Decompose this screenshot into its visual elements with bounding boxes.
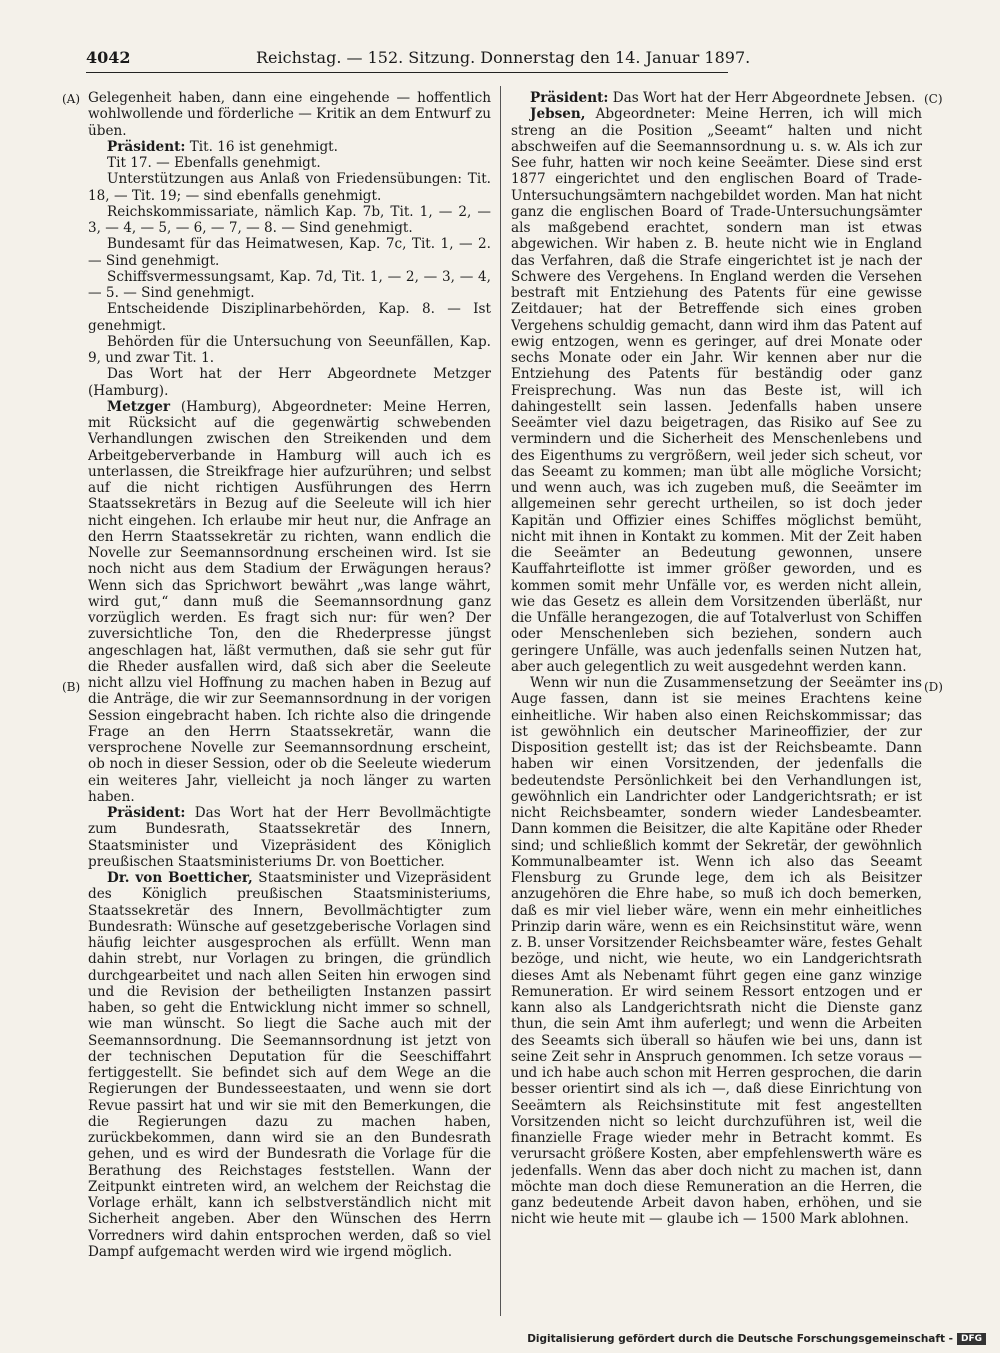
page-number: 4042 (86, 48, 131, 67)
paragraph-text: Das Wort hat der Herr Bevollmächtigte zum Bundesrath, Staatssekretär des Innern, Staatsminister und Vizepräsident des Königlich preußischen Staatsministeriums Dr. von Boetticher. (88, 805, 491, 870)
paragraph (88, 139, 491, 155)
paragraph (88, 90, 491, 139)
column-divider (500, 86, 501, 1316)
running-title: Reichstag. — 152. Sitzung. Donnerstag den 14. Januar 1897. (256, 48, 751, 67)
paragraph (88, 171, 491, 204)
paragraph (88, 399, 491, 805)
paragraph-text: (Hamburg), Abgeordneter: Meine Herren, mit Rücksicht auf die gegenwärtig schwebenden Verhandlungen zwischen den Streikenden und dem Arbeitgeberverbande in Hamburg will auch ich es unterlassen, die Streikfrage hier aufzurühren; und selbst auf die nicht richtigen Ausführungen des Herrn Staatssekretärs in Bezug auf die Seeleute will ich hier nicht eingehen. Ich erlaube mir heut nur, die Anfrage an den Herrn Staatssekretär zu richten, wann endlich die Novelle zur Seemannsordnung erscheinen wird. Ist sie noch nicht aus dem Stadium der Erwägungen heraus? Wenn sich das Sprichwort bewährt „was lange währt, wird gut,“ dann muß die Seemannsordnung ganz vorzüglich werden. Es fragt sich nur: für wen? Der zuversichtliche Ton, den die Rhederpresse jüngst angeschlagen hat, läßt vermuthen, daß sie sehr gut für die Rheder ausfallen wird, daß sich aber die Seeleute nicht allzu viel Hoffnung zu machen haben in Bezug auf die Anträge, die wir zur Seemannsordnung in der vorigen Session eingebracht haben. Ich richte also die dringende Frage an den Herrn Staatssekretär, wann die versprochene Novelle zur Seemannsordnung erscheint, ob noch in dieser Session, oder ob die Seeleute wiederum ein weiteres Jahr, vielleicht ja noch länger zu warten haben. (88, 398, 491, 805)
paragraph-text: Das Wort hat der Herr Abgeordnete Jebsen. (608, 90, 916, 106)
paragraph (88, 204, 491, 237)
footer-text: Digitalisierung gefördert durch die Deutsche Forschungsgemeinschaft - (527, 1333, 953, 1345)
speaker-name: Jebsen, (530, 106, 586, 123)
paragraph-text: Schiffsvermessungsamt, Kap. 7d, Tit. 1, — 2, — 3, — 4, — 5. — Sind genehmigt. (88, 268, 491, 301)
paragraph-text: Behörden für die Untersuchung von Seeunfällen, Kap. 9, und zwar Tit. 1. (88, 333, 491, 366)
paragraph (511, 90, 922, 106)
paragraph-text: Reichskommissariate, nämlich Kap. 7b, Tit. 1, — 2, — 3, — 4, — 5, — 6, — 7, — 8. — Sind genehmigt. (88, 203, 491, 236)
paragraph (511, 675, 922, 1228)
left-column (88, 90, 491, 1315)
paragraph-text: Gelegenheit haben, dann eine eingehende — hoffentlich wohlwollende und förderliche — Kritik an dem Entwurf zu üben. (88, 90, 491, 139)
speaker-name: Präsident: (107, 138, 186, 155)
paragraph (88, 805, 491, 870)
paragraph (88, 334, 491, 367)
paragraph-text: Tit. 16 ist genehmigt. (185, 138, 338, 155)
paragraph-text: Entscheidende Disziplinarbehörden, Kap. 8. — Ist genehmigt. (88, 301, 491, 334)
paragraph (88, 236, 491, 269)
paragraph-text: Abgeordneter: Meine Herren, ich will mich streng an die Position „Seeamt“ halten und nicht abschweifen auf die Seemannsordnung u. s. w. Als ich zur See fuhr, hatten wir noch keine Seeämter. Diese sind erst 1877 eingerichtet und den englischen Board of Trade-Untersuchungsämtern nachgebildet worden. Man hat nicht ganz die englischen Board of Trade-Untersuchungsämter als maßgebend erachtet, sondern man ist etwas abgewichen. Wir haben z. B. heute nicht wie in England das Verfahren, daß die Strafe eingerichtet ist je nach der Schwere des Vergehens. In England werden die Versehen bestraft mit Entziehung des Patents für eine gewisse Zeitdauer; hat der Betreffende sich eines groben Vergehens schuldig gemacht, dann wird ihm das Patent auf ewig entzogen, wenn es geringer, auf drei Monate oder sechs Monate oder ein Jahr. Wir kennen aber nur die Entziehung des Patents für beständig oder ganz Freisprechung. Was nun das Beste ist, will ich dahingestellt sein lassen. Jedenfalls haben unsere Seeämter viel dazu beigetragen, das Risiko auf See zu vermindern und die Sicherheit des Menschenlebens und des Eigenthums zu vergrößern, weil jeder sich scheut, vor das Seeamt zu kommen; man übt alle mögliche Vorsicht; und wenn auch, was ich zugeben muß, die Seeämter im allgemeinen sehr gerecht urtheilen, so ist doch jeder Kapitän und Offizier eines Schiffes möglichst bemüht, nicht mit ihnen in Kontakt zu kommen. Mit der Zeit haben die Seeämter an Bedeutung gewonnen, unsere Kauffahrteiflotte ist immer größer geworden, und es kommen somit mehr Unfälle vor, es werden nicht allein, wie das Gesetz es allein dem Vorsitzenden überläßt, nur die Unfälle herangezogen, die auf Totalverlust von Schiffen oder Menschenleben sich beziehen, sondern auch geringere Unfälle, was auch jedenfalls seinen Nutzen hat, aber auch gelegentlich zu weit ausgedehnt werden kann. (511, 106, 922, 675)
paragraph (88, 301, 491, 334)
speaker-name: Präsident: (530, 90, 609, 106)
margin-mark-a: (A) (62, 92, 81, 106)
speaker-name: Metzger (107, 398, 171, 415)
margin-mark-d: (D) (924, 680, 943, 694)
paragraph-text: Staatsminister und Vizepräsident des Königlich preußischen Staatsministeriums, Staatssekretär des Innern, Bevollmächtigter zum Bundesrath: Wünsche auf gesetzgeberische Vorlagen sind häufig leichter ausgesprochen als erfüllt. Wenn man dahin strebt, nur Vorlagen zu bringen, die gründlich durchgearbeitet und nach allen Seiten hin erwogen sind und die Revision der betheiligten Instanzen passirt haben, so geht die Entwicklung nicht immer so schnell, wie man wünscht. So liegt die Sache auch mit der Seemannsordnung. Die Seemannsordnung ist jetzt von der technischen Deputation für die Seeschiffahrt fertiggestellt. Sie befindet sich auf dem Wege an die Regierungen der Bundesseestaaten, und wenn sie dort Revue passirt hat und wir sie mit den Bemerkungen, die die Regierungen dazu zu machen haben, zurückbekommen, dann wird sie an den Bundesrath gehen, und es wird der Bundesrath die Vorlage für die Berathung des Reichstages feststellen. Wann der Zeitpunkt eintreten wird, an welchem der Reichstag die Vorlage erhält, kann ich selbstverständlich nicht mit Sicherheit angeben. Aber den Wünschen des Herrn Vorredners wird dahin entsprochen werden, daß so viel Dampf aufgemacht werden wird wie irgend möglich. (88, 870, 491, 1260)
paragraph (88, 870, 491, 1260)
margin-mark-b: (B) (62, 680, 81, 694)
paragraph-text: Tit 17. — Ebenfalls genehmigt. (107, 155, 321, 171)
paragraph-text: Unterstützungen aus Anlaß von Friedensübungen: Tit. 18, — Tit. 19; — sind ebenfalls genehmigt. (88, 171, 491, 204)
dfg-logo: DFG (957, 1333, 986, 1345)
paragraph (88, 366, 491, 399)
paragraph-text: Bundesamt für das Heimatwesen, Kap. 7c, Tit. 1, — 2. — Sind genehmigt. (88, 236, 491, 269)
right-column (511, 90, 922, 1315)
speaker-name: Dr. von Boetticher, (107, 870, 253, 886)
paragraph (511, 106, 922, 675)
margin-mark-c: (C) (924, 92, 943, 106)
footer-credit (527, 1333, 986, 1345)
paragraph-text: Wenn wir nun die Zusammensetzung der Seeämter ins Auge fassen, dann ist sie meines Erachtens keine einheitliche. Wir haben also einen Reichskommissar; das ist gewöhnlich ein deutscher Marineoffizier, der zur Disposition gestellt ist; das ist der Reichsbeamte. Dann haben wir einen Vorsitzenden, der jedenfalls die bedeutendste Persönlichkeit bei den Verhandlungen ist, gewöhnlich ein Landrichter oder Landgerichtsrath; er ist nicht Reichsbeamter, sondern wieder Landesbeamter. Dann kommen die Beisitzer, die alte Kapitäne oder Rheder sind; und schließlich kommt der Sekretär, der gewöhnlich Kommunalbeamter ist. Wenn ich also das Seeamt Flensburg zu Grunde lege, dem ich als Beisitzer anzugehören die Ehre habe, so muß ich doch bemerken, daß es mir viel lieber wäre, wenn ein mehr einheitliches Prinzip darin wäre, wenn es ein Reichsinstitut wäre, wenn z. B. unser Vorsitzender Reichsbeamter wäre, festes Gehalt bezöge, und nicht, wie heute, wo ein Landgerichtsrath dieses Amt als Nebenamt führt gegen eine ganz winzige Remuneration. Er wird seinem Ressort entzogen und er kann also als Landgerichtsrath nicht die Dienste ganz thun, die sein Amt ihm auferlegt; und wenn die Arbeiten des Seeamts sich überall so häufen wie bei uns, dann ist seine Zeit sehr in Anspruch genommen. Ich setze voraus — und ich habe auch schon mit Herren gesprochen, die darin besser orientirt sind als ich —, daß diese Einrichtung von Seeämtern als Reichsinstitute mit fest angestellten Vorsitzenden nicht so leicht durchzuführen ist, weil die finanzielle Frage wieder mehr in Betracht kommt. Es verursacht größere Kosten, aber empfehlenswerth wäre es jedenfalls. Wenn das aber doch nicht zu machen ist, dann möchte man doch diese Remuneration an die Herren, die ganz bedeutende Arbeit davon haben, erhöhen, und sie nicht wie heute mit — glaube ich — 1500 Mark ablohnen. (511, 675, 922, 1228)
speaker-name: Präsident: (107, 805, 186, 821)
page-header (86, 48, 751, 73)
paragraph-text: Das Wort hat der Herr Abgeordnete Metzger (Hamburg). (88, 366, 491, 399)
paragraph (88, 269, 491, 302)
paragraph (88, 155, 491, 171)
